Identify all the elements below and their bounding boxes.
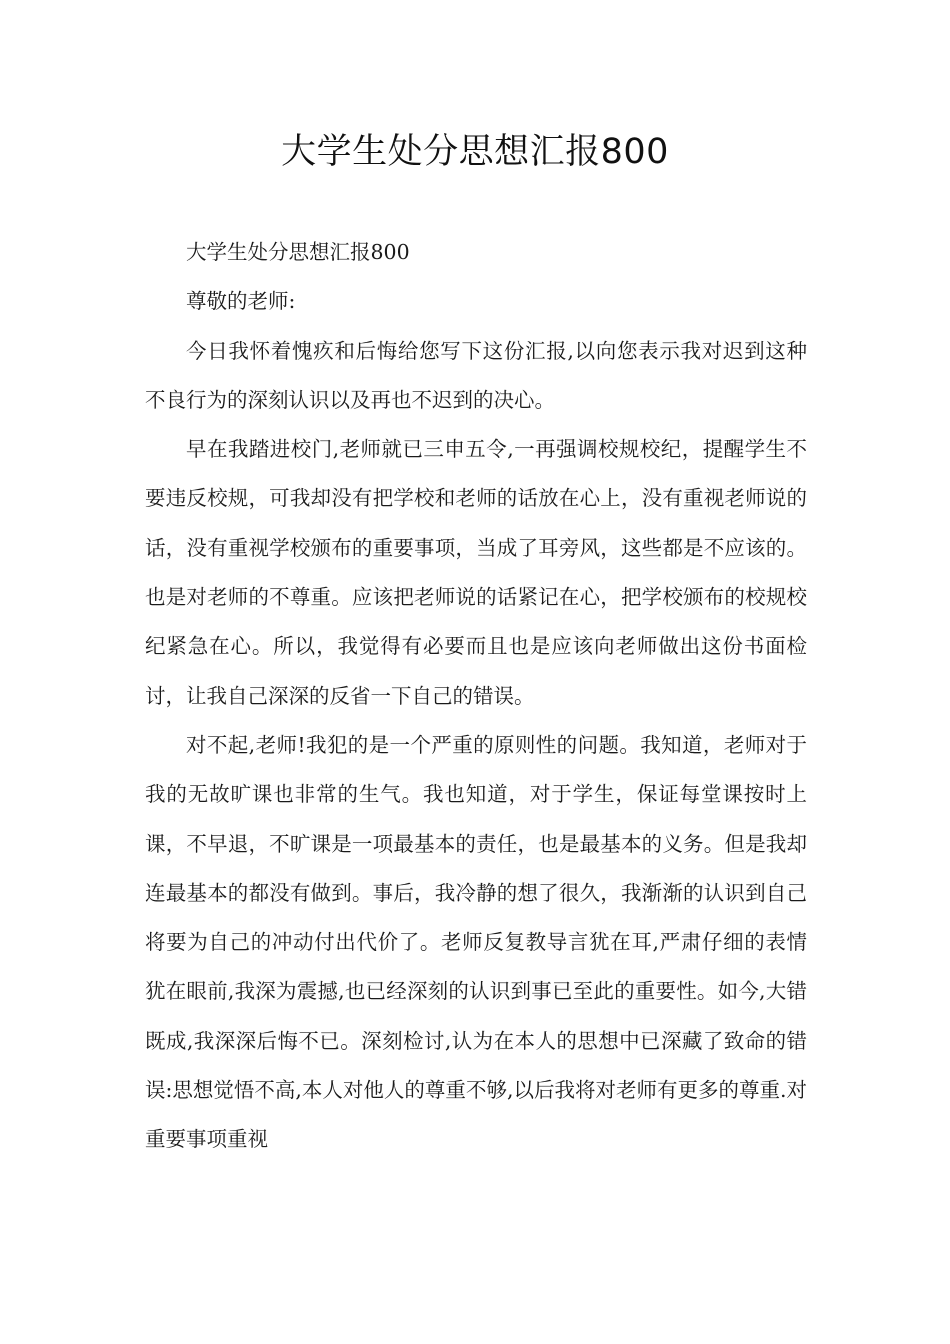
page-title: 大学生处分思想汇报800 (281, 132, 669, 172)
document-body (145, 228, 807, 1165)
paragraph-body-1: 早在我踏进校门,老师就已三申五令,一再强调校规校纪，提醒学生不要违反校规，可我却没有把学校和老师的话放在心上，没有重视老师说的话，没有重视学校颁布的重要事项，当成了耳旁风，这些都是不应该的。也是对老师的不尊重。应该把老师说的话紧记在心，把学校颁布的校规校纪紧急在心。所以，我觉得有必要而且也是应该向老师做出这份书面检讨，让我自己深深的反省一下自己的错误。 (145, 437, 807, 708)
paragraph-body-2: 对不起,老师!我犯的是一个严重的原则性的问题。我知道，老师对于我的无故旷课也非常的生气。我也知道，对于学生，保证每堂课按时上课，不早退，不旷课是一项最基本的责任，也是最基本的义务。但是我却连最基本的都没有做到。事后，我冷静的想了很久，我渐渐的认识到自己将要为自己的冲动付出代价了。老师反复教导言犹在耳,严肃仔细的表情犹在眼前,我深为震撼,也已经深刻的认识到事已至此的重要性。如今,大错既成,我深深后悔不已。深刻检讨,认为在本人的思想中已深藏了致命的错误:思想觉悟不高,本人对他人的尊重不够,以后我将对老师有更多的尊重.对重要事项重视 (145, 732, 807, 1152)
paragraph-salutation: 尊敬的老师: (186, 289, 296, 314)
paragraph-subtitle: 大学生处分思想汇报800 (186, 240, 410, 264)
paragraph-intro: 今日我怀着愧疚和后悔给您写下这份汇报,以向您表示我对迟到这种不良行为的深刻认识以及再也不迟到的决心。 (145, 338, 807, 412)
